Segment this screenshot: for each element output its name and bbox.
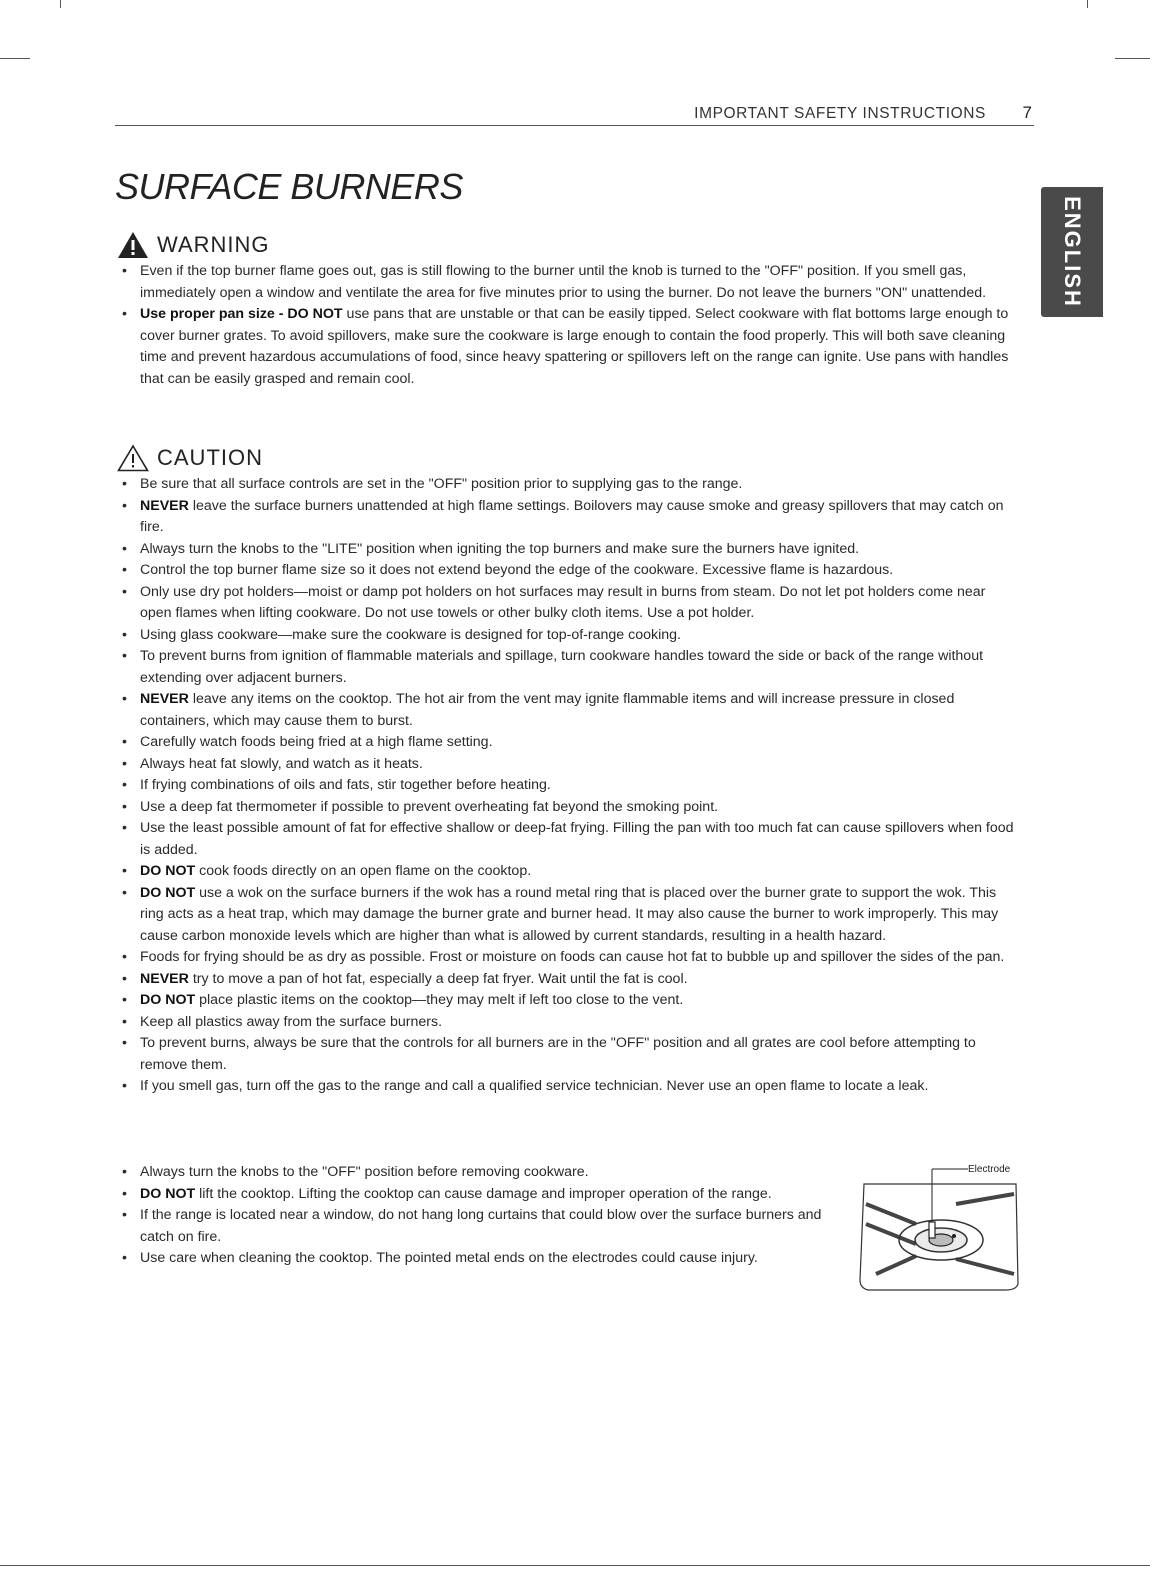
running-header — [115, 104, 1034, 126]
warning-heading — [117, 228, 270, 262]
caution-list-continued — [118, 1162, 858, 1270]
caution-item-text: Use the least possible amount of fat for effective shallow or deep-fat frying. Filling the pan with too much fat can cause spillovers when food is added. — [140, 820, 1014, 858]
caution-item-text: Always heat fat slowly, and watch as it heats. — [140, 755, 423, 772]
caution-item-text: To prevent burns from ignition of flammable materials and spillage, turn cookware handles toward the side or back of the range without extending over adjacent burners. — [140, 648, 984, 686]
header-title: IMPORTANT SAFETY INSTRUCTIONS — [694, 105, 986, 122]
warning-item — [118, 304, 1016, 390]
crop-mark — [0, 58, 30, 59]
caution-item-text: Control the top burner flame size so it does not extend beyond the edge of the cookware. Excessive flame is hazardous. — [140, 562, 894, 578]
caution-item — [118, 474, 1016, 496]
caution-item-emphasis: DO NOT — [140, 992, 196, 1008]
caution-item-text: If frying combinations of oils and fats, stir together before heating. — [140, 777, 551, 793]
caution-item — [118, 1076, 1016, 1098]
warning-icon — [117, 231, 149, 259]
caution-item-text: To prevent burns, always be sure that the controls for all burners are in the "OFF" position and all grates are cool before attempting to remove them. — [140, 1035, 976, 1073]
caution-item — [118, 689, 1016, 732]
caution-item — [118, 646, 1016, 689]
caution-item — [118, 1205, 858, 1248]
caution-item — [118, 947, 1016, 969]
caution-item — [118, 1012, 1016, 1034]
caution-item-text: If you smell gas, turn off the gas to the range and call a qualified service technician. Never use an open flame to locate a leak. — [140, 1078, 929, 1094]
language-tab-label: ENGLISH — [1060, 196, 1085, 308]
warning-item-text: Even if the top burner flame goes out, gas is still flowing to the burner until the knob is turned to the "OFF" position. If you smell gas, immediately open a window and ventilate the area for five minutes prior to using the burner. Do not leave the burners "ON" unattended. — [140, 263, 987, 301]
caution-item-text: Be sure that all surface controls are set in the "OFF" position prior to supplying gas to the range. — [140, 476, 743, 492]
caution-item-text: leave any items on the cooktop. The hot air from the vent may ignite flammable items and will increase pressure in closed containers, which may cause them to burst. — [140, 691, 955, 729]
caution-item — [118, 1033, 1016, 1076]
warning-item-text: use pans that are unstable or that can be easily tipped. Select cookware with flat bottoms large enough to cover burner grates. To avoid spillovers, make sure the cookware is large enough to contain the food properly. This will both save cleaning time and prevent hazardous accumulations of food, since heavy spattering or spillovers left on the range can ignite. Use pans with handles that can be easily grasped and remain cool. — [140, 306, 1009, 387]
caution-item-emphasis: NEVER — [140, 691, 189, 707]
caution-item-text: Always turn the knobs to the "OFF" position before removing cookware. — [140, 1164, 589, 1180]
caution-item-text: Carefully watch foods being fried at a high flame setting. — [140, 734, 493, 750]
caution-item-emphasis: NEVER — [140, 970, 189, 987]
caution-item — [118, 496, 1016, 539]
caution-item-text: lift the cooktop. Lifting the cooktop can cause damage and improper operation of the range. — [195, 1185, 772, 1202]
caution-item-text: leave the surface burners unattended at high flame settings. Boilovers may cause smoke and greasy spillovers that may catch on fire. — [140, 497, 1004, 535]
caution-item-emphasis: DO NOT — [140, 1185, 196, 1202]
caution-item — [118, 990, 1016, 1012]
caution-item-text: use a wok on the surface burners if the wok has a round metal ring that is placed over the burner grate to support the wok. This ring acts as a heat trap, which may damage the burner grate and burner head. It may also cause the burner to work improperly. This may cause carbon monoxide levels which are higher than what is allowed by current standards, resulting in a health hazard. — [140, 884, 999, 944]
caution-item — [118, 797, 1016, 819]
caution-item — [118, 625, 1016, 647]
warning-item — [118, 261, 1016, 304]
caution-item — [118, 1248, 858, 1270]
caution-item — [118, 560, 1016, 582]
caution-item-text: Foods for frying should be as dry as possible. Frost or moisture on foods can cause hot fat to bubble up and spillover the sides of the pan. — [140, 949, 1005, 965]
caution-item-text: Always turn the knobs to the "LITE" position when igniting the top burners and make sure the burners have ignited. — [140, 540, 860, 557]
warning-list — [118, 261, 1016, 390]
warning-label: WARNING — [157, 232, 270, 257]
caution-item — [118, 1184, 858, 1206]
page-title: SURFACE BURNERS — [115, 166, 463, 207]
crop-mark — [60, 0, 61, 8]
caution-item — [118, 1162, 858, 1184]
caution-item — [118, 754, 1016, 776]
caution-item-text: Use a deep fat thermometer if possible to prevent overheating fat beyond the smoking point. — [140, 798, 719, 815]
crop-mark — [0, 1565, 1150, 1566]
figure-label: Electrode — [968, 1164, 1011, 1175]
caution-item — [118, 818, 1016, 861]
caution-item-emphasis: DO NOT — [140, 884, 196, 901]
crop-mark — [1087, 0, 1088, 8]
caution-item — [118, 732, 1016, 754]
caution-item — [118, 775, 1016, 797]
caution-item — [118, 582, 1016, 625]
crop-mark — [1115, 58, 1150, 59]
caution-item-text: Keep all plastics away from the surface burners. — [140, 1013, 443, 1030]
burner-electrode-illustration — [856, 1164, 1022, 1292]
caution-item — [118, 883, 1016, 948]
caution-list — [118, 474, 1016, 1098]
caution-item-text: Using glass cookware—make sure the cookware is designed for top-of-range cooking. — [140, 626, 681, 643]
page-number: 7 — [1022, 103, 1032, 122]
caution-item-text: Only use dry pot holders—moist or damp pot holders on hot surfaces may result in burns from steam. Do not let pot holders come near open flames when lifting cookware. Do not use towels or other bulky cloth items. Use a pot holder. — [140, 583, 986, 621]
caution-icon — [117, 444, 149, 472]
caution-heading — [117, 441, 263, 475]
caution-item-emphasis: NEVER — [140, 497, 189, 514]
caution-item — [118, 861, 1016, 883]
caution-item-emphasis: DO NOT — [140, 863, 196, 879]
warning-item-emphasis: Use proper pan size - DO NOT — [140, 306, 343, 322]
caution-item — [118, 969, 1016, 991]
language-tab — [1041, 187, 1103, 317]
caution-item — [118, 539, 1016, 561]
caution-item-text: cook foods directly on an open flame on the cooktop. — [195, 863, 532, 879]
caution-item-text: place plastic items on the cooktop—they may melt if left too close to the vent. — [195, 992, 684, 1008]
caution-item-text: Use care when cleaning the cooktop. The pointed metal ends on the electrodes could cause injury. — [140, 1250, 758, 1266]
caution-label: CAUTION — [157, 445, 263, 470]
caution-item-text: try to move a pan of hot fat, especially a deep fat fryer. Wait until the fat is cool. — [188, 970, 688, 987]
caution-item-text: If the range is located near a window, do not hang long curtains that could blow over the surface burners and catch on fire. — [140, 1207, 822, 1245]
